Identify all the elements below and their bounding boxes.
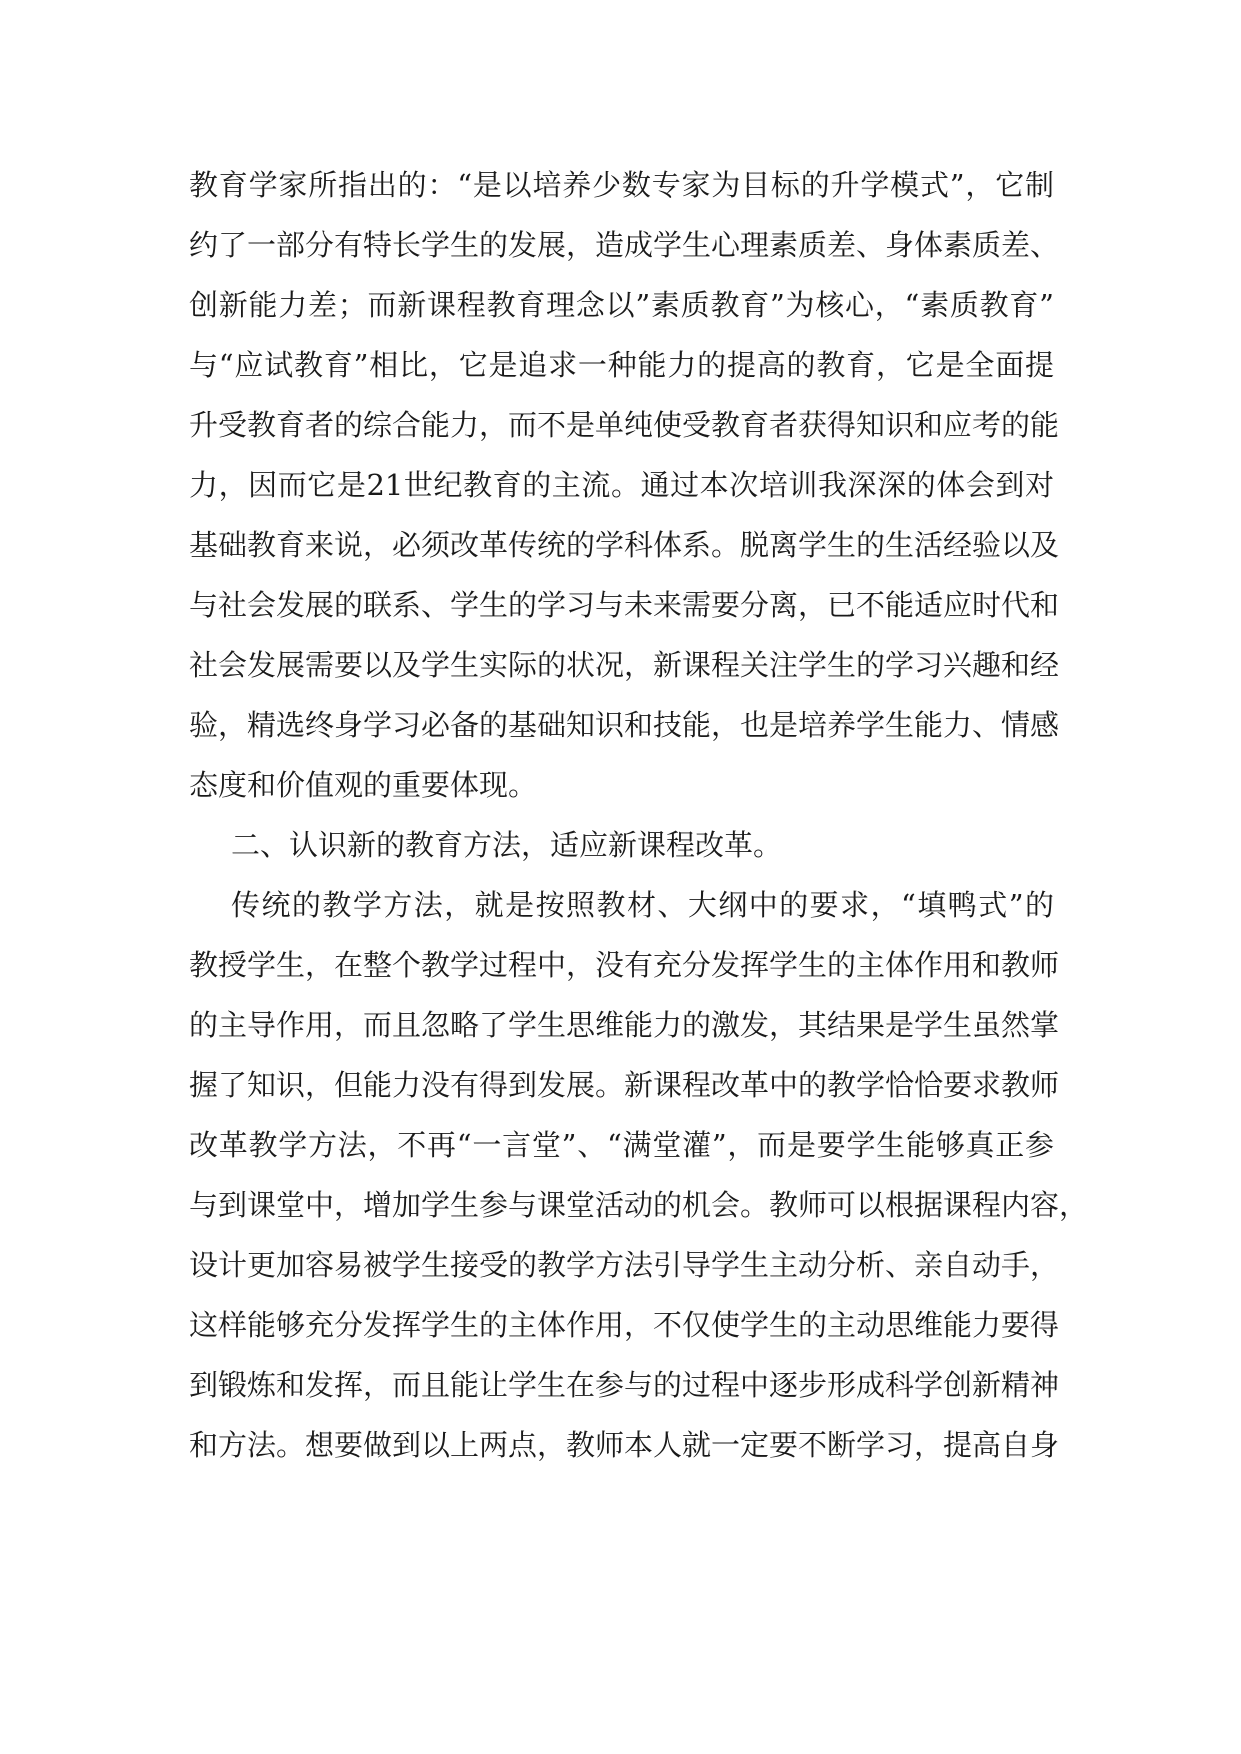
text-line: 验，精选终身学习必备的基础知识和技能，也是培养学生能力、情感	[189, 708, 1060, 742]
text-line: 教授学生，在整个教学过程中，没有充分发挥学生的主体作用和教师	[189, 948, 1060, 982]
text-line: 力，因而它是21世纪教育的主流。通过本次培训我深深的体会到对	[189, 468, 1054, 502]
text-line: 和方法。想要做到以上两点，教师本人就一定要不断学习，提高自身	[189, 1428, 1060, 1462]
text-line: 握了知识，但能力没有得到发展。新课程改革中的教学恰恰要求教师	[189, 1068, 1060, 1102]
text-line: 升受教育者的综合能力，而不是单纯使受教育者获得知识和应考的能	[189, 408, 1060, 442]
section-heading: 二、认识新的教育方法，适应新课程改革。	[231, 828, 783, 862]
text-line: 设计更加容易被学生接受的教学方法引导学生主动分析、亲自动手，	[189, 1248, 1060, 1282]
text-line: 与社会发展的联系、学生的学习与未来需要分离，已不能适应时代和	[189, 588, 1060, 622]
text-line: 改革教学方法，不再“一言堂”、“满堂灌”，而是要学生能够真正参	[189, 1128, 1054, 1162]
text-line: 与“应试教育”相比，它是追求一种能力的提高的教育，它是全面提	[189, 348, 1054, 382]
paragraph-first-line: 传统的教学方法，就是按照教材、大纲中的要求，“填鸭式”的	[231, 888, 1054, 922]
paragraph-last-line: 态度和价值观的重要体现。	[189, 768, 538, 802]
document-body	[189, 160, 1089, 1480]
text-line: 社会发展需要以及学生实际的状况，新课程关注学生的学习兴趣和经	[189, 648, 1060, 682]
text-line: 与到课堂中，增加学生参与课堂活动的机会。教师可以根据课程内容，	[189, 1188, 1089, 1222]
text-line: 教育学家所指出的：“是以培养少数专家为目标的升学模式”，它制	[189, 168, 1054, 202]
text-line: 约了一部分有特长学生的发展，造成学生心理素质差、身体素质差、	[189, 228, 1060, 262]
text-line: 的主导作用，而且忽略了学生思维能力的激发，其结果是学生虽然掌	[189, 1008, 1060, 1042]
text-line: 创新能力差；而新课程教育理念以”素质教育”为核心，“素质教育”	[189, 288, 1054, 322]
text-line: 这样能够充分发挥学生的主体作用，不仅使学生的主动思维能力要得	[189, 1308, 1060, 1342]
text-line: 基础教育来说，必须改革传统的学科体系。脱离学生的生活经验以及	[189, 528, 1060, 562]
text-line: 到锻炼和发挥，而且能让学生在参与的过程中逐步形成科学创新精神	[189, 1368, 1060, 1402]
